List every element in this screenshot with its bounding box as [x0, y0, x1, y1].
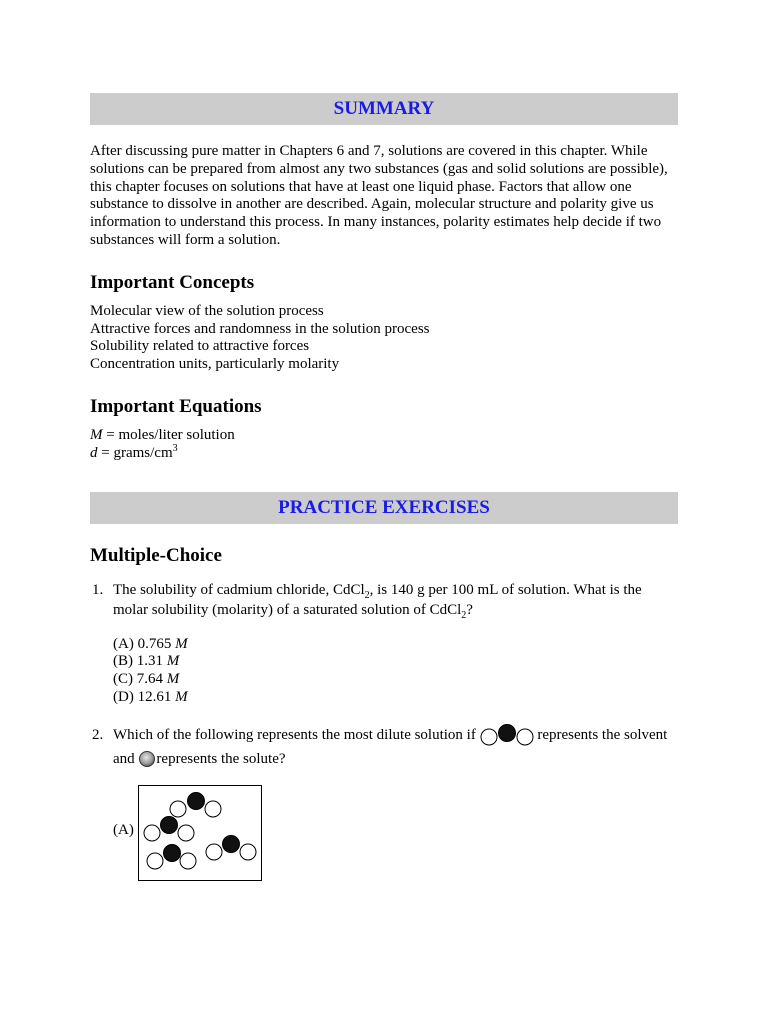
option-a-label: (A)	[113, 821, 134, 838]
concept-item: Concentration units, particularly molarity	[90, 356, 340, 373]
solvent-molecule-icon	[480, 724, 534, 746]
question-number: 1.	[92, 581, 104, 598]
option-a-row	[90, 785, 678, 885]
practice-heading: PRACTICE EXERCISES	[278, 496, 490, 518]
concepts-heading: Important Concepts	[90, 271, 255, 293]
question-2	[90, 723, 678, 771]
choice-d: (D) 12.61 M	[113, 688, 188, 705]
option-a-diagram	[138, 785, 262, 882]
choice-a: (A) 0.765 M	[113, 635, 188, 652]
choice-c: (C) 7.64 M	[113, 671, 180, 688]
question-1-choices	[113, 636, 678, 707]
summary-heading: SUMMARY	[333, 98, 435, 119]
equation-molarity: M = moles/liter solution	[90, 426, 235, 443]
solute-particle-icon	[138, 750, 156, 768]
question-number: 2.	[92, 726, 104, 743]
concept-item: Molecular view of the solution process	[90, 302, 324, 319]
summary-banner	[90, 93, 678, 125]
equations-list	[90, 427, 678, 463]
equation-density: d = grams/$cm^3$	[90, 442, 178, 461]
question-1	[90, 580, 678, 620]
equations-heading: Important Equations	[90, 395, 262, 417]
concepts-list	[90, 303, 678, 374]
multiple-choice-heading: Multiple-Choice	[90, 544, 222, 566]
practice-banner	[90, 492, 678, 524]
question-text: The solubility of cadmium chloride, CdCl$_2$, is 140 g per 100 mL of solution. What is the molar solubility (molarity) of a saturated solution of CdCl$_2$?	[113, 581, 642, 621]
summary-paragraph: After discussing pure matter in Chapters 6 and 7, solutions are covered in this chapter. While solutions can be prepared from almost any two substances (gas and solid solutions are possible), this chapter focuses on solutions that have at least one liquid phase. Factors that allow one substance to dissolve in another are described. Again, molecular structure and polarity give us information to understand this process. In many instances, polarity estimates help decide if two substances will form a solution.	[90, 143, 668, 248]
choice-b: (B) 1.31 M	[113, 653, 180, 670]
concept-item: Attractive forces and randomness in the solution process	[90, 320, 430, 337]
page	[90, 93, 678, 885]
question-text: Which of the following represents the most dilute solution if represents the solvent and represents the solute?	[113, 723, 678, 771]
concept-item: Solubility related to attractive forces	[90, 338, 310, 355]
